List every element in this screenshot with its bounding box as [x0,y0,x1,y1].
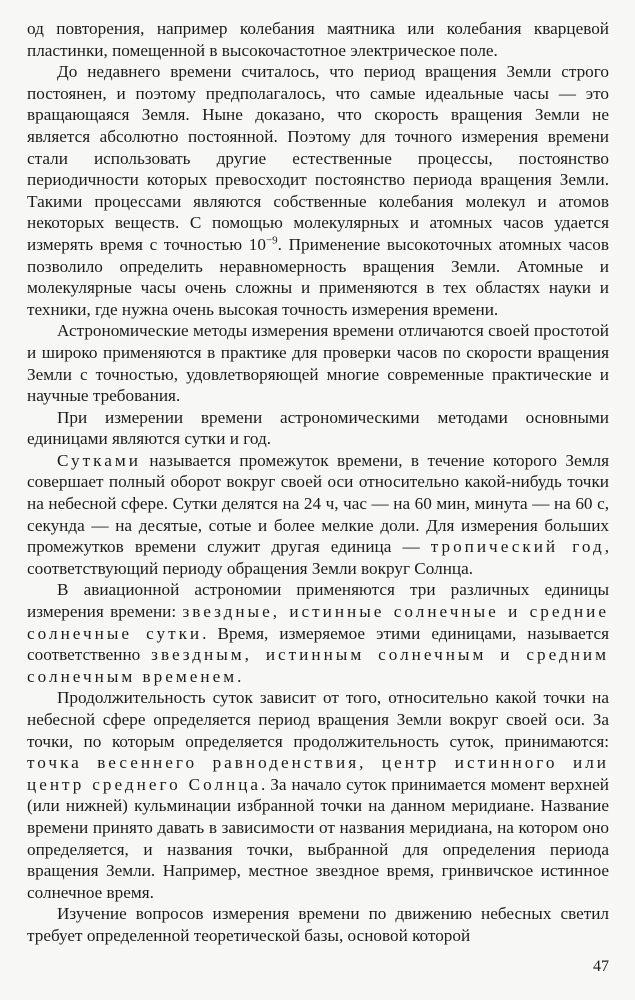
paragraph-text: . За начало суток принимается момент верхней (или нижней) кульминации избранной точки на данном меридиане. Название времени принято давать в зависимости от названия меридиана, на котором оно определяется, и названия точки, выбранной для определения периода вращения Земли. Например, местное звездное время, гринвичское истинное солнечное время. [27,774,609,902]
paragraph-text: . Время, измеряемое этими единицами, называется соответственно [27,623,609,665]
page-number: 47 [593,958,609,975]
paragraph-text: . Применение высокоточных атомных часов позволило определить неравномерность вращения Земли. Атомные и молекулярные часы очень сложны и применяются в тех областях науки и техники, где нужна очень высокая точность измерения времени. [27,234,609,319]
paragraph-continuation: од повторения, например колебания маятника или колебания кварцевой пластинки, помещенной в высокочастотное электрическое поле. [27,19,609,60]
paragraph-text: , соответствующий периоду обращения Земли вокруг Солнца. [27,537,609,578]
paragraph-basic-units: При измерении времени астрономическими методами основными единицами являются сутки и год. [27,407,609,449]
paragraph-text: В авиационной астрономии применяются три различных единицы измерения времени: [27,580,609,622]
book-page [27,18,609,947]
term-tropical-year: тропический год [430,537,605,557]
term-points: точка весеннего равноденствия, центр истинного или центр среднего Солнца [27,753,609,794]
exponent: −9 [265,234,278,247]
paragraph-earth-rotation [27,61,609,320]
term-units: звездные, истинные солнечные и средние солнечные сутки [27,602,609,643]
term-sutkami: Сутками [57,450,141,470]
paragraph-text: До недавнего времени считалось, что период вращения Земли строго постоянен, и поэтому предполагалось, что самые идеальные часы — это вращающаяся Земля. Ныне доказано, что скорость вращения Земли не является абсолютно постоянной. Поэтому для точного измерения времени стали использовать другие естественные процессы, постоянство периодичности которых превосходит постоянство периода вращения Земли. Такими процессами являются собственные колебания молекул и атомов некоторых веществ. С помощью молекулярных и атомных часов удается измерять время с точностью 10 [27,62,609,254]
paragraph-aviation-units [27,579,609,687]
paragraph-study: Изучение вопросов измерения времени по движению небесных светил требует определенной теоретической базы, основой которой [27,904,609,945]
paragraph-text: Продолжительность суток зависит от того, относительно какой точки на небесной сфере определяется период вращения Земли вокруг своей оси. За точки, по которым определяется продолжительность суток, принимаются: [27,688,609,751]
paragraph-astronomical-methods: Астрономические методы измерения времени отличаются своей простотой и широко применяются в практике для проверки часов по скорости вращения Земли с точностью, удовлетворяющей многие современные практические и научные требования. [27,321,609,406]
paragraph-text: называется промежуток времени, в течение которого Земля совершает полный оборот вокруг своей оси относительно какой-нибудь точки на небесной сфере. Сутки делятся на 24 ч, час — на 60 мин, минута — на 60 с, секунда — на десятые, сотые и более мелкие доли. Для измерения больших промежутков времени служит другая единица — [27,450,609,557]
paragraph-text: . [237,666,242,686]
paragraph-day-definition [27,450,609,580]
term-times: звездным, истинным солнечным и средним солнечным временем [27,645,609,686]
paragraph-day-length [27,687,609,903]
